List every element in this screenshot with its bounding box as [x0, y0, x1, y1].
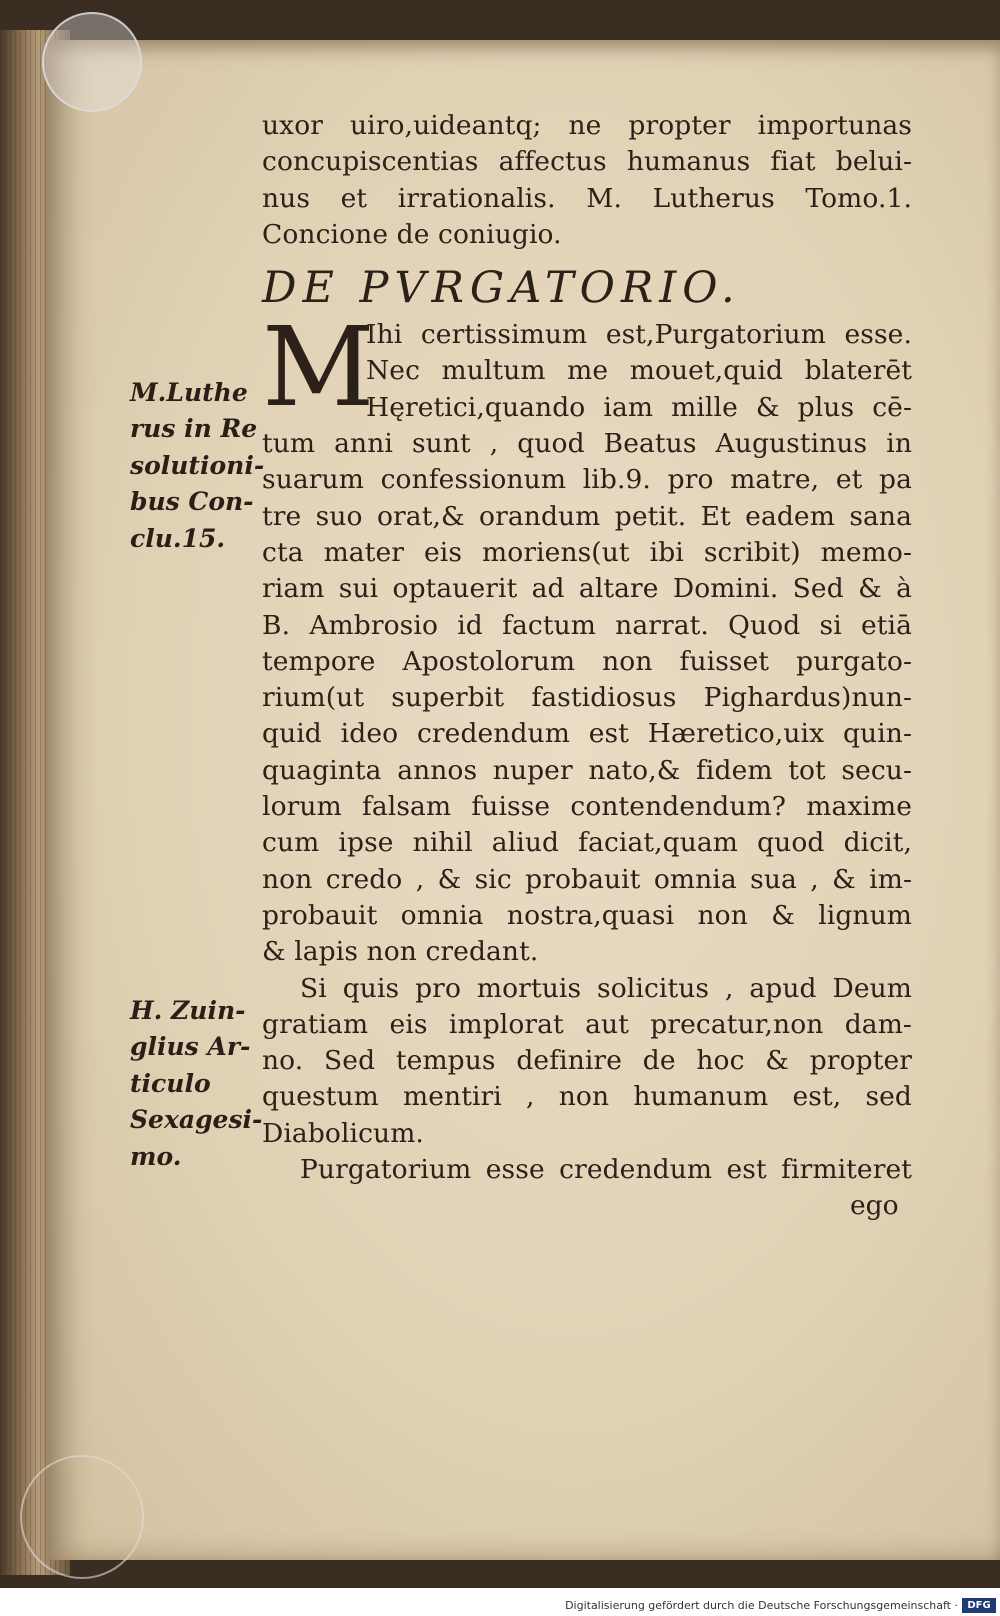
text-line: no. Sed tempus definire de hoc & propter	[262, 1045, 912, 1077]
margin-note-zwingli	[130, 993, 263, 1175]
catchword: ego	[850, 1190, 899, 1221]
main-text-block	[262, 108, 912, 1188]
text-line: non credo , & sic probauit omnia sua , & im-	[262, 863, 912, 895]
text-line: suarum confessionum lib.9. pro matre, et pa	[262, 464, 912, 496]
dfg-logo-icon: DFG	[962, 1598, 996, 1613]
paragraph-purgatorium	[262, 1152, 912, 1188]
margin-note-line: glius Ar-	[130, 1032, 251, 1062]
text-line: quid ideo credendum est Hæretico,uix quin-	[262, 718, 912, 750]
margin-note-line: mo.	[130, 1141, 182, 1171]
margin-note-line: H. Zuin-	[130, 996, 246, 1025]
text-line: & lapis non credant.	[262, 936, 539, 968]
margin-note-luther	[130, 375, 265, 557]
dropcap-paragraph	[262, 303, 912, 432]
margin-note-line: ticulo	[130, 1068, 211, 1098]
text-line: Purgatorium esse credendum est firmiteret	[300, 1154, 912, 1186]
text-line: tre suo orat,& orandum petit. Et eadem sana	[262, 500, 912, 532]
continued-paragraph	[262, 108, 912, 253]
paragraph-zwingli	[262, 971, 912, 1152]
text-line: Hęretici,quando iam mille & plus cē-	[366, 391, 912, 423]
text-line: concupiscentias affectus humanus fiat belui-	[262, 146, 912, 178]
text-line: probauit omnia nostra,quasi non & lignum	[262, 899, 912, 931]
reference-circle-mark	[42, 12, 142, 112]
text-line: gratiam eis implorat aut precatur,non dam-	[262, 1008, 912, 1040]
margin-note-line: Sexagesi-	[130, 1105, 263, 1135]
text-line: quaginta annos nuper nato,& fidem tot secu-	[262, 754, 912, 786]
reference-circle-mark-bottom	[20, 1455, 144, 1579]
text-line: B. Ambrosio id factum narrat. Quod si etiā	[262, 609, 912, 641]
text-line: Ihi certissimum est,Purgatorium esse.	[366, 319, 912, 351]
footer-credit: Digitalisierung gefördert durch die Deutsche Forschungsgemeinschaft ·	[565, 1599, 958, 1612]
text-line: Si quis pro mortuis solicitus , apud Deum	[300, 972, 912, 1004]
dropcap-letter: M	[262, 303, 375, 432]
text-line: uxor uiro,uideantq; ne propter importunas	[262, 110, 912, 141]
text-line: questum mentiri , non humanum est, sed	[262, 1081, 912, 1113]
margin-note-line: M.Luthe	[130, 378, 248, 407]
margin-note-line: clu.15.	[130, 523, 226, 553]
section-title: DE PVRGATORIO.	[262, 263, 741, 314]
margin-note-line: bus Con-	[130, 487, 254, 517]
text-line: tum anni sunt , quod Beatus Augustinus in	[262, 428, 912, 460]
margin-note-line: solutioni-	[130, 450, 265, 480]
text-line: Diabolicum.	[262, 1117, 424, 1149]
margin-note-line: rus in Re	[130, 414, 258, 444]
text-line: tempore Apostolorum non fuisset purgato-	[262, 645, 912, 677]
text-line: cta mater eis moriens(ut ibi scribit) memo-	[262, 536, 912, 568]
text-line: nus et irrationalis. M. Lutherus Tomo.1.	[262, 182, 912, 214]
text-line: rium(ut superbit fastidiosus Pighardus)nun-	[262, 682, 912, 714]
text-line: riam sui optauerit ad altare Domini. Sed & à	[262, 573, 912, 605]
text-line: lorum falsam fuisse contendendum? maxime	[262, 791, 912, 823]
text-line: Concione de coniugio.	[262, 218, 562, 250]
text-line: Nec multum me mouet,quid blaterēt	[366, 355, 912, 387]
text-line: cum ipse nihil aliud faciat,quam quod dicit,	[262, 827, 912, 859]
paragraph-body	[262, 426, 912, 970]
